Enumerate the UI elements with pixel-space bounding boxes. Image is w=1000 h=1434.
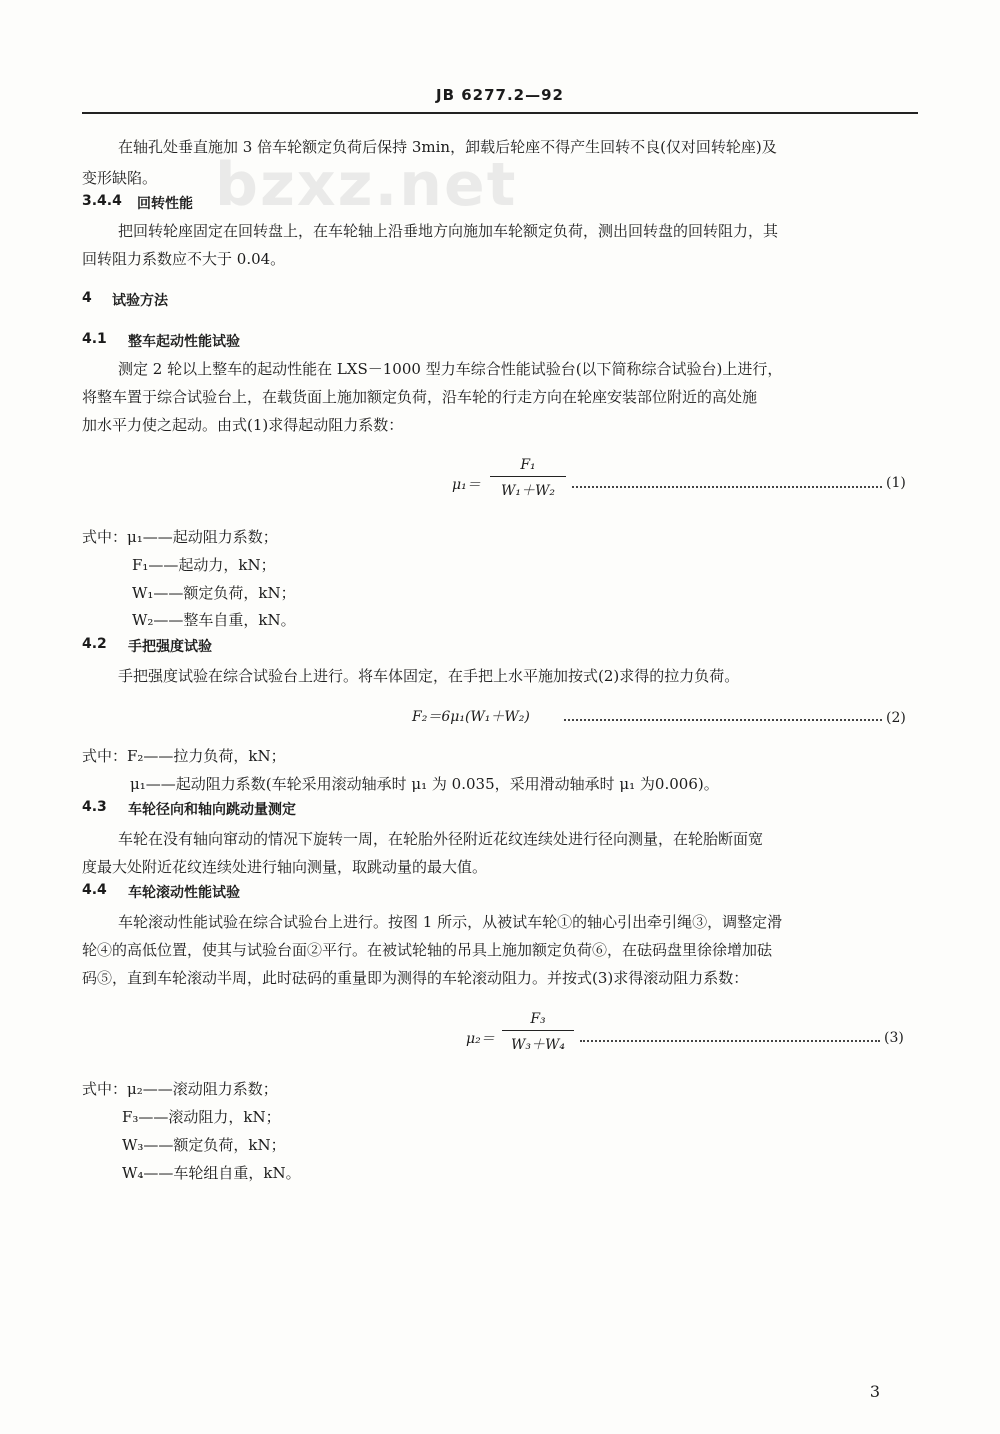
paragraph-line: 变形缺陷。: [82, 169, 158, 187]
section-title: 车轮滚动性能试验: [128, 885, 240, 901]
paragraph-line: 把回转轮座固定在回转盘上，在车轮轴上沿垂地方向施加车轮额定负荷，测出回转盘的回转阻力，其: [118, 222, 779, 240]
paragraph-line: 手把强度试验在综合试验台上进行。将车体固定，在手把上水平施加按式(2)求得的拉力负荷。: [118, 667, 740, 685]
variable-definition: W₁——额定负荷，kN；: [132, 584, 296, 602]
section-number: 4: [82, 290, 92, 306]
section-title: 试验方法: [112, 293, 168, 309]
equation-3-numerator: F₃: [530, 1011, 546, 1027]
variable-definition: 式中：μ₁——起动阻力系数；: [82, 528, 278, 546]
header-rule: [82, 112, 918, 114]
paragraph-line: 码⑤，直到车轮滚动半周，此时砝码的重量即为测得的车轮滚动阻力。并按式(3)求得滚动阻力系数：: [82, 969, 749, 987]
variable-definition: 式中：F₂——拉力负荷，kN；: [82, 747, 286, 765]
equation-3-fraction: [502, 1011, 574, 1054]
equation-2-number: (2): [886, 710, 906, 726]
paragraph-line: 度最大处附近花纹连续处进行轴向测量，取跳动量的最大值。: [82, 858, 488, 876]
equation-1-denominator: W₁＋W₂: [500, 483, 555, 499]
variable-definition: F₁——起动力，kN；: [132, 556, 276, 574]
section-title: 手把强度试验: [128, 639, 212, 655]
section-number: 4.1: [82, 331, 107, 347]
watermark: bzxz.net: [215, 150, 518, 220]
section-number: 4.3: [82, 799, 107, 815]
variable-definition: μ₁——起动阻力系数(车轮采用滚动轴承时 μ₁ 为 0.035，采用滑动轴承时 μ₁ 为0.006)。: [130, 775, 719, 793]
paragraph-line: 将整车置于综合试验台上，在载货面上施加额定负荷，沿车轮的行走方向在轮座安装部位附近的高处施: [82, 388, 758, 406]
section-number: 3.4.4: [82, 193, 122, 209]
fraction-bar: [490, 476, 566, 477]
fraction-bar: [502, 1030, 574, 1031]
equation-3-number: (3): [884, 1030, 904, 1046]
equation-2: F₂＝6μ₁(W₁＋W₂): [412, 709, 530, 725]
section-number: 4.4: [82, 882, 107, 898]
equation-1-number: (1): [886, 475, 906, 491]
variable-definition: F₃——滚动阻力，kN；: [122, 1108, 281, 1126]
leader-dots: [572, 486, 882, 488]
equation-1-lhs: μ₁＝: [452, 477, 481, 493]
paragraph-line: 加水平力使之起动。由式(1)求得起动阻力系数：: [82, 416, 404, 434]
section-title: 整车起动性能试验: [128, 334, 240, 350]
paragraph-line: 车轮在没有轴向窜动的情况下旋转一周，在轮胎外径附近花纹连续处进行径向测量，在轮胎断面宽: [118, 830, 764, 848]
equation-1-numerator: F₁: [520, 457, 536, 473]
section-number: 4.2: [82, 636, 107, 652]
variable-definition: 式中：μ₂——滚动阻力系数；: [82, 1080, 278, 1098]
paragraph-line: 测定 2 轮以上整车的起动性能在 LXS－1000 型力车综合性能试验台(以下简称综合试验台)上进行，: [118, 360, 783, 378]
paragraph-line: 回转阻力系数应不大于 0.04。: [82, 250, 286, 268]
variable-definition: W₃——额定负荷，kN；: [122, 1136, 286, 1154]
equation-3-denominator: W₃＋W₄: [510, 1037, 565, 1053]
variable-definition: W₄——车轮组自重，kN。: [122, 1164, 301, 1182]
section-title: 车轮径向和轴向跳动量测定: [128, 802, 296, 818]
leader-dots: [564, 719, 882, 721]
equation-1-fraction: [490, 457, 566, 500]
paragraph-line: 在轴孔处垂直施加 3 倍车轮额定负荷后保持 3min，卸载后轮座不得产生回转不良(仅对回转轮座)及: [118, 138, 777, 156]
paragraph-line: 车轮滚动性能试验在综合试验台上进行。按图 1 所示，从被试车轮①的轴心引出牵引绳③，调整定滑: [118, 913, 783, 931]
section-title: 回转性能: [137, 196, 193, 212]
variable-definition: W₂——整车自重，kN。: [132, 611, 296, 629]
equation-3-lhs: μ₂＝: [466, 1031, 495, 1047]
page-number: 3: [869, 1382, 880, 1401]
leader-dots: [580, 1040, 880, 1042]
paragraph-line: 轮④的高低位置，使其与试验台面②平行。在被试轮轴的吊具上施加额定负荷⑥，在砝码盘里徐徐增加砝: [82, 941, 773, 959]
document-header: JB 6277.2—92: [436, 86, 564, 104]
